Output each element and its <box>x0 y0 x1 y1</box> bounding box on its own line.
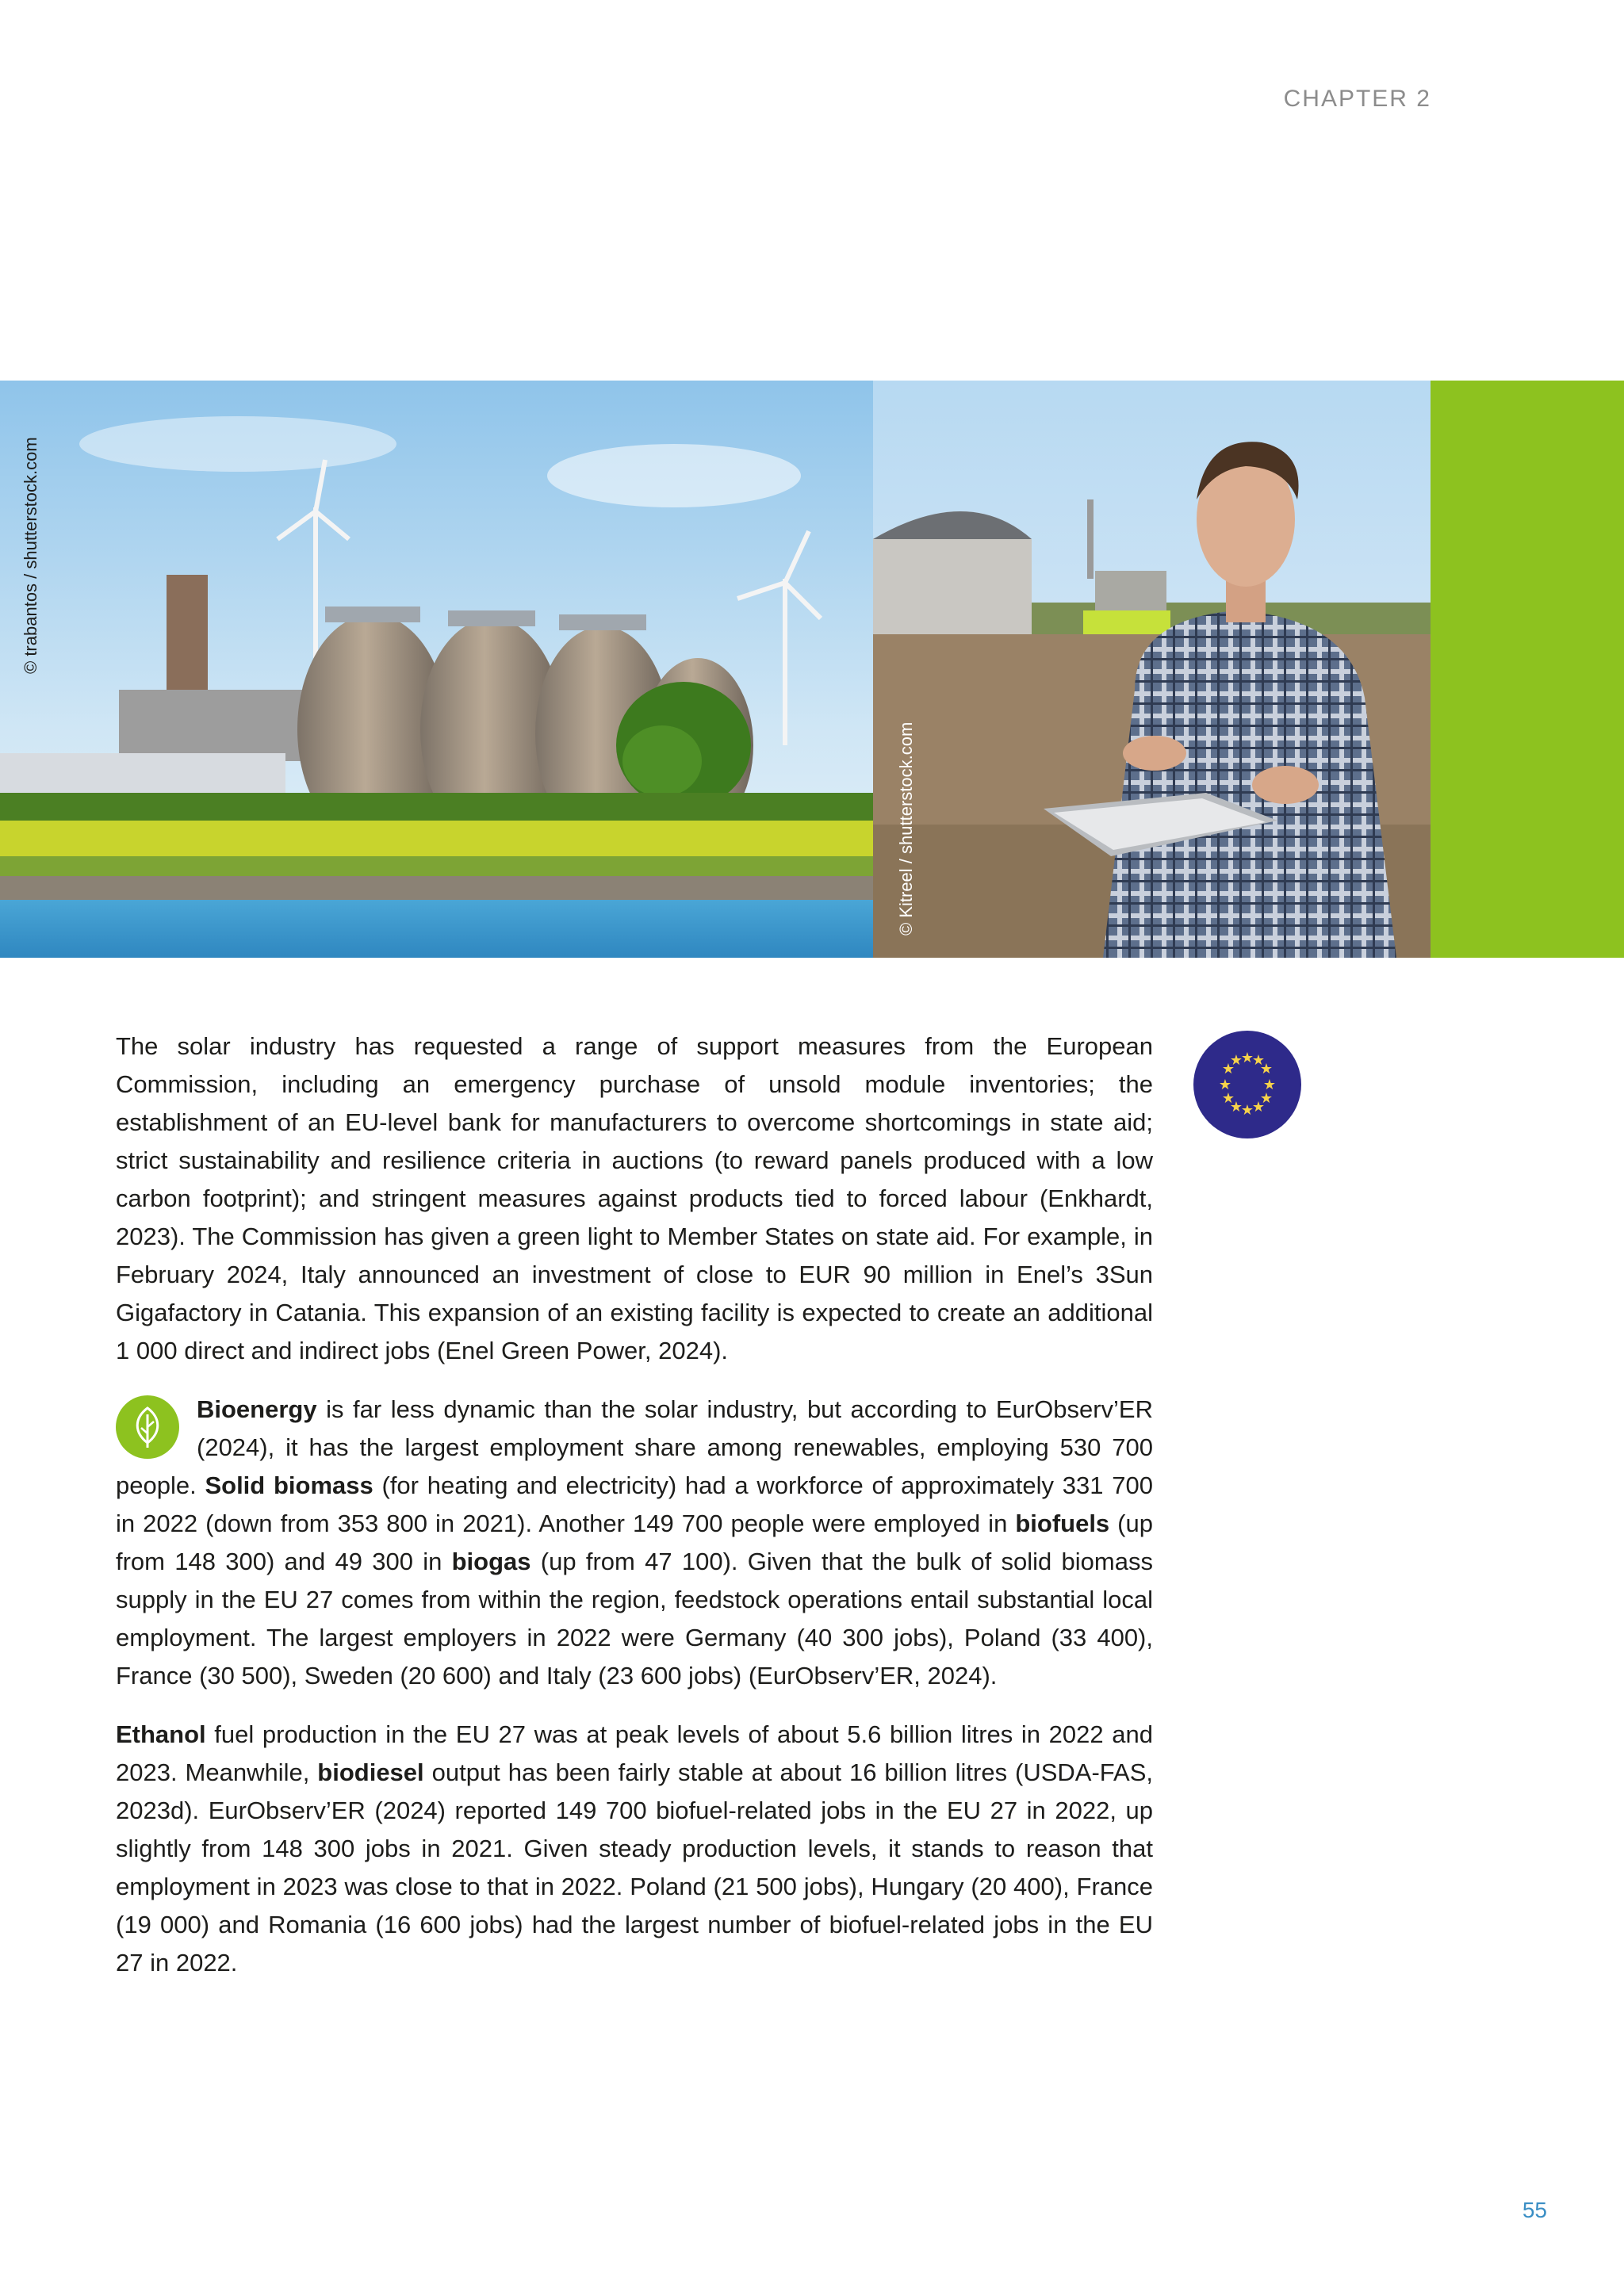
ethanol-text-1: fuel production in the EU 27 was at peak levels of about 5.6 billion litres in 2022 and 2023. Meanwhile, <box>116 1720 1153 1786</box>
photo-credit-left: © trabantos / shutterstock.com <box>21 437 40 674</box>
ethanol-text-2: output has been fairly stable at about 16 billion litres (USDA-FAS, 2023d). EurObserv’ER (2024) reported 149 700 biofuel-related jobs in the EU 27 in 2022, up slightly from 148 300 jobs in 2021. Given steady production levels, it stands to reason that employment in 2023 was close to that in 2022. Poland (21 500 jobs), Hungary (20 400), France (19 000) and Romania (16 600 jobs) had the largest number of biofuel-related jobs in the EU 27 in 2022. <box>116 1758 1153 1976</box>
svg-text:★: ★ <box>1229 1052 1243 1069</box>
svg-text:★: ★ <box>1218 1077 1232 1093</box>
svg-text:★: ★ <box>1251 1052 1266 1069</box>
svg-text:★: ★ <box>1259 1061 1274 1077</box>
svg-text:★: ★ <box>1221 1090 1235 1107</box>
svg-text:★: ★ <box>1259 1090 1274 1107</box>
worker-tablet-photo <box>873 381 1431 958</box>
paragraph-solar: The solar industry has requested a range of support measures from the European Commission, including an emergency purchase of unsold module inventories; the establishment of an EU-level bank for manufacturers to overcome shortcomings in state aid; strict sustainability and resilience criteria in auctions (to reward panels produced with a low carbon footprint); and stringent measures against products tied to forced labour (Enkhardt, 2023). The Commission has given a green light to Member States on state aid. For example, in February 2024, Italy announced an investment of close to EUR 90 million in Enel’s 3Sun Gigafactory in Catania. This expansion of an existing facility is expected to create an additional 1 000 direct and indirect jobs (Enel Green Power, 2024). <box>116 1032 1153 1364</box>
bioenergy-text-2: (for heating and electricity) had a workforce of approximately 331 700 in 2022 (down from 353 800 in 2021). Another 149 700 people were employed in <box>116 1471 1153 1537</box>
svg-text:★: ★ <box>1251 1099 1266 1115</box>
svg-text:★: ★ <box>1240 1050 1254 1066</box>
svg-text:★: ★ <box>1221 1061 1235 1077</box>
bioenergy-text-3: (up from 148 300) and 49 300 in <box>116 1510 1153 1575</box>
chapter-label: CHAPTER 2 <box>1283 86 1431 112</box>
leaf-icon <box>116 1395 179 1459</box>
svg-text:★: ★ <box>1262 1077 1277 1093</box>
accent-strip <box>1431 381 1624 958</box>
photo-credit-right: © Kitreel / shutterstock.com <box>896 721 916 936</box>
body-text <box>116 1027 1153 2003</box>
bioenergy-text-4: (up from 47 100). Given that the bulk of solid biomass supply in the EU 27 comes from within the region, feedstock operations entail substantial local employment. The largest employers in 2022 were Germany (40 300 jobs), Poland (33 400), France (30 500), Sweden (20 600) and Italy (23 600 jobs) (EurObserv’ER, 2024). <box>116 1548 1153 1689</box>
bioenergy-text-1: is far less dynamic than the solar industry, but according to EurObserv’ER (2024), it has the largest employment share among renewables, employing 530 700 people. <box>116 1395 1153 1499</box>
svg-text:★: ★ <box>1229 1099 1243 1115</box>
eu-flag-icon <box>1193 1031 1301 1138</box>
photo-band <box>0 381 1624 958</box>
term-biogas: biogas <box>451 1548 531 1575</box>
term-bioenergy: Bioenergy <box>197 1395 317 1423</box>
term-biofuels: biofuels <box>1015 1510 1110 1537</box>
paragraph-ethanol <box>116 1716 1153 1982</box>
term-biodiesel: biodiesel <box>317 1758 424 1786</box>
page-number: 55 <box>1522 2198 1547 2222</box>
term-solid-biomass: Solid biomass <box>205 1471 373 1499</box>
paragraph-bioenergy <box>116 1391 1153 1695</box>
biogas-plant-photo <box>0 381 873 958</box>
term-ethanol: Ethanol <box>116 1720 206 1748</box>
svg-text:★: ★ <box>1240 1102 1254 1119</box>
